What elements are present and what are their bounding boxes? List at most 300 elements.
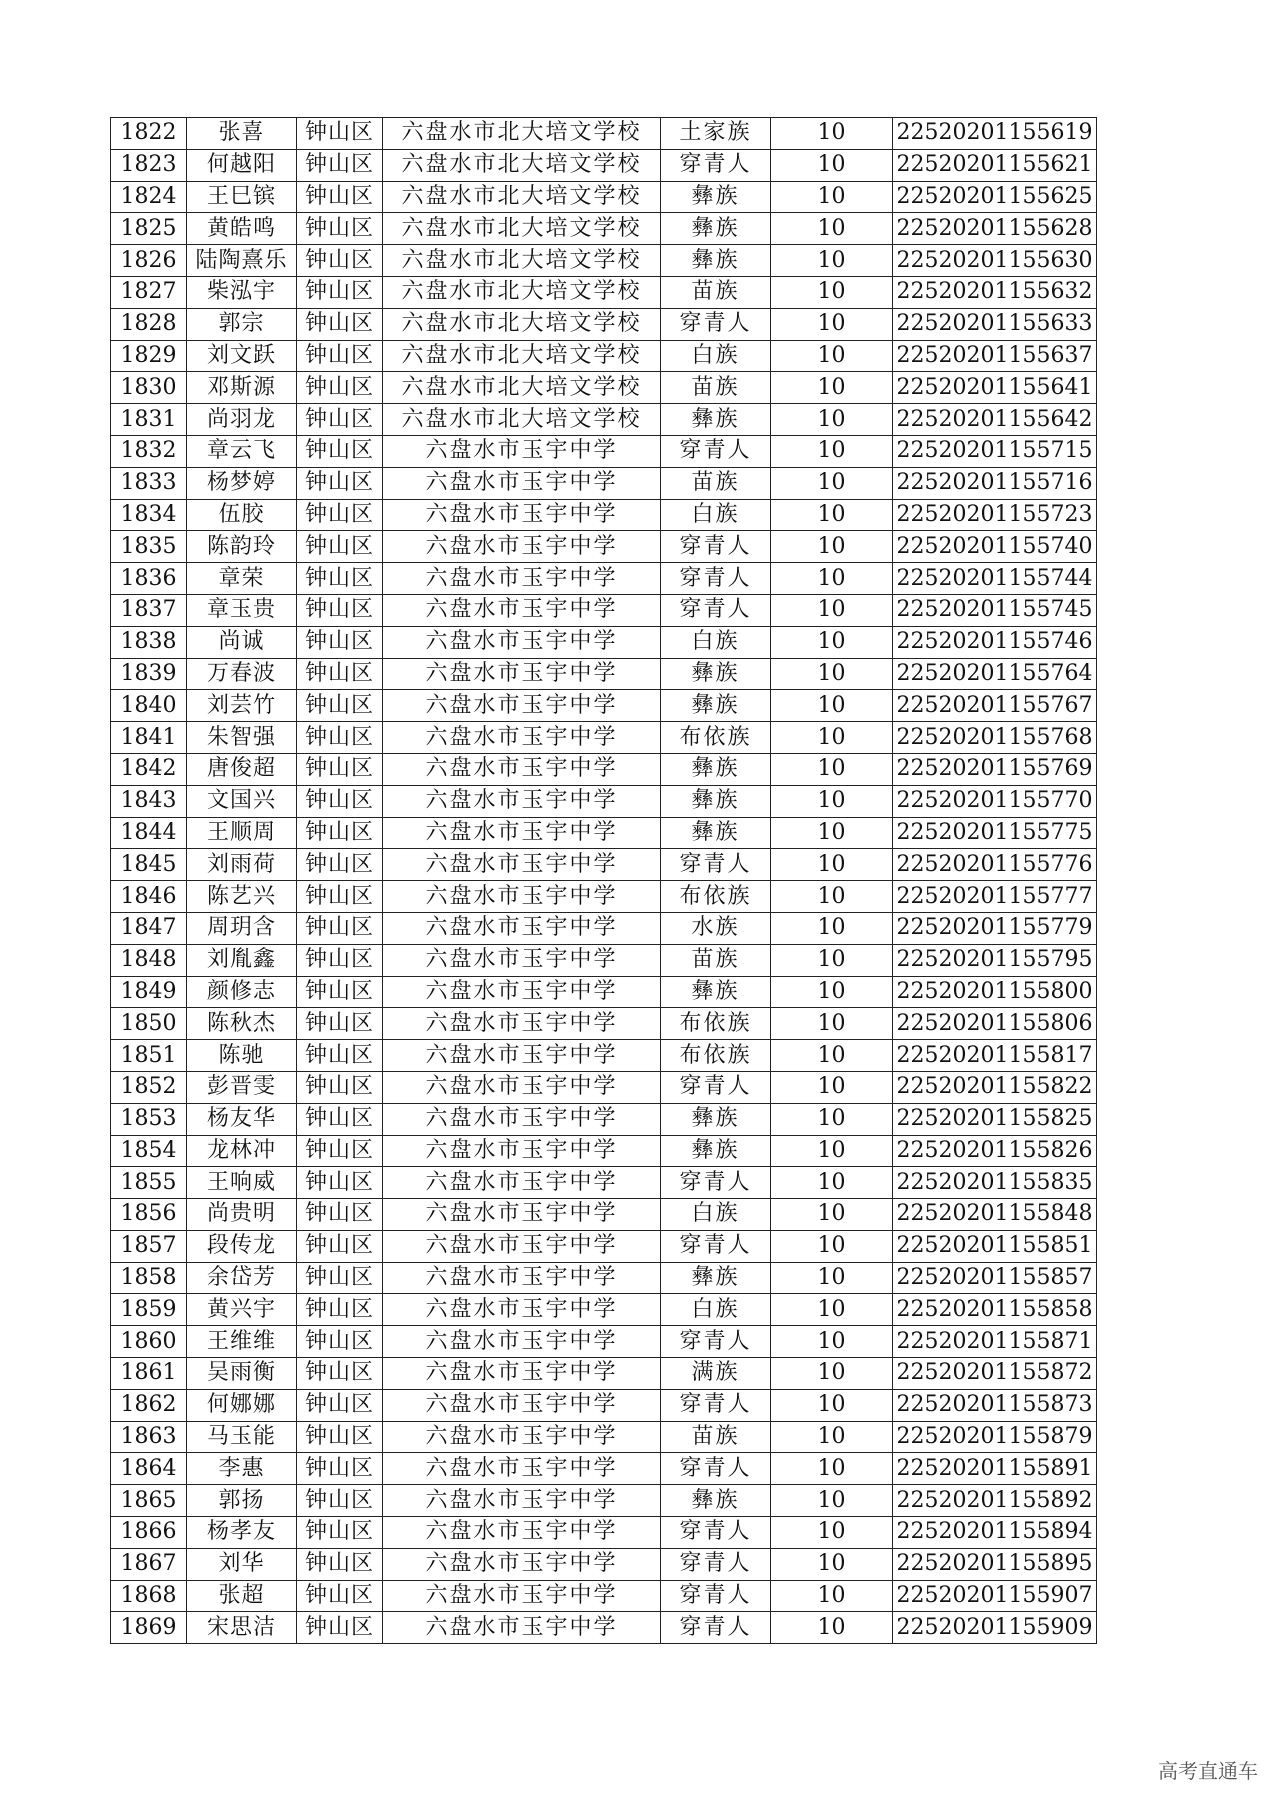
school-name: 六盘水市玉宇中学	[383, 817, 661, 849]
school-name: 六盘水市北大培文学校	[383, 372, 661, 404]
row-number: 1830	[111, 372, 187, 404]
student-name: 陈秋杰	[187, 1008, 297, 1040]
ethnicity: 彝族	[661, 404, 771, 436]
exam-id: 22520201155858	[893, 1294, 1097, 1326]
ethnicity: 穿青人	[661, 594, 771, 626]
district: 钟山区	[297, 722, 383, 754]
table-row	[111, 1326, 1097, 1358]
table-row	[111, 531, 1097, 563]
school-name: 六盘水市玉宇中学	[383, 1040, 661, 1072]
student-name: 李惠	[187, 1453, 297, 1485]
exam-id: 22520201155779	[893, 912, 1097, 944]
ethnicity: 穿青人	[661, 1453, 771, 1485]
school-name: 六盘水市玉宇中学	[383, 1262, 661, 1294]
ethnicity: 彝族	[661, 658, 771, 690]
row-number: 1867	[111, 1548, 187, 1580]
row-number: 1829	[111, 340, 187, 372]
ethnicity: 彝族	[661, 213, 771, 245]
row-number: 1846	[111, 881, 187, 913]
row-number: 1856	[111, 1199, 187, 1231]
table-row	[111, 785, 1097, 817]
table-row	[111, 690, 1097, 722]
row-number: 1845	[111, 849, 187, 881]
student-name: 陈艺兴	[187, 881, 297, 913]
exam-id: 22520201155857	[893, 1262, 1097, 1294]
table-row	[111, 1040, 1097, 1072]
ethnicity: 穿青人	[661, 1230, 771, 1262]
table-row	[111, 308, 1097, 340]
ethnicity: 白族	[661, 340, 771, 372]
row-number: 1827	[111, 276, 187, 308]
row-number: 1838	[111, 626, 187, 658]
bonus-points: 10	[771, 817, 893, 849]
exam-id: 22520201155822	[893, 1071, 1097, 1103]
watermark-text: 高考直通车	[1158, 1759, 1258, 1783]
student-name: 杨梦婷	[187, 467, 297, 499]
school-name: 六盘水市玉宇中学	[383, 1199, 661, 1231]
ethnicity: 彝族	[661, 976, 771, 1008]
district: 钟山区	[297, 658, 383, 690]
ethnicity: 布依族	[661, 881, 771, 913]
school-name: 六盘水市玉宇中学	[383, 881, 661, 913]
exam-id: 22520201155879	[893, 1421, 1097, 1453]
student-name: 刘文跃	[187, 340, 297, 372]
school-name: 六盘水市玉宇中学	[383, 435, 661, 467]
student-name: 马玉能	[187, 1421, 297, 1453]
student-name: 章荣	[187, 563, 297, 595]
school-name: 六盘水市玉宇中学	[383, 1230, 661, 1262]
table-row	[111, 1199, 1097, 1231]
ethnicity: 穿青人	[661, 849, 771, 881]
school-name: 六盘水市玉宇中学	[383, 467, 661, 499]
district: 钟山区	[297, 1389, 383, 1421]
district: 钟山区	[297, 1517, 383, 1549]
bonus-points: 10	[771, 499, 893, 531]
table-row	[111, 1612, 1097, 1644]
row-number: 1869	[111, 1612, 187, 1644]
row-number: 1860	[111, 1326, 187, 1358]
student-name: 刘芸竹	[187, 690, 297, 722]
table-row	[111, 435, 1097, 467]
table-row	[111, 658, 1097, 690]
student-name: 张超	[187, 1580, 297, 1612]
exam-id: 22520201155745	[893, 594, 1097, 626]
district: 钟山区	[297, 499, 383, 531]
ethnicity: 穿青人	[661, 435, 771, 467]
bonus-points: 10	[771, 722, 893, 754]
exam-id: 22520201155769	[893, 753, 1097, 785]
student-name: 段传龙	[187, 1230, 297, 1262]
district: 钟山区	[297, 276, 383, 308]
row-number: 1826	[111, 245, 187, 277]
row-number: 1865	[111, 1485, 187, 1517]
exam-id: 22520201155848	[893, 1199, 1097, 1231]
student-name: 余岱芳	[187, 1262, 297, 1294]
school-name: 六盘水市北大培文学校	[383, 245, 661, 277]
ethnicity: 满族	[661, 1358, 771, 1390]
row-number: 1857	[111, 1230, 187, 1262]
student-name: 柴泓宇	[187, 276, 297, 308]
row-number: 1851	[111, 1040, 187, 1072]
bonus-points: 10	[771, 658, 893, 690]
school-name: 六盘水市玉宇中学	[383, 499, 661, 531]
district: 钟山区	[297, 912, 383, 944]
district: 钟山区	[297, 1103, 383, 1135]
table-row	[111, 1453, 1097, 1485]
district: 钟山区	[297, 340, 383, 372]
row-number: 1844	[111, 817, 187, 849]
student-name: 杨孝友	[187, 1517, 297, 1549]
ethnicity: 穿青人	[661, 1071, 771, 1103]
student-name: 章玉贵	[187, 594, 297, 626]
district: 钟山区	[297, 785, 383, 817]
district: 钟山区	[297, 563, 383, 595]
ethnicity: 彝族	[661, 785, 771, 817]
exam-id: 22520201155630	[893, 245, 1097, 277]
bonus-points: 10	[771, 245, 893, 277]
bonus-points: 10	[771, 1008, 893, 1040]
row-number: 1825	[111, 213, 187, 245]
bonus-points: 10	[771, 531, 893, 563]
district: 钟山区	[297, 1453, 383, 1485]
table-row	[111, 499, 1097, 531]
ethnicity: 穿青人	[661, 1517, 771, 1549]
exam-id: 22520201155637	[893, 340, 1097, 372]
district: 钟山区	[297, 1230, 383, 1262]
exam-id: 22520201155744	[893, 563, 1097, 595]
exam-id: 22520201155776	[893, 849, 1097, 881]
table-row	[111, 181, 1097, 213]
district: 钟山区	[297, 817, 383, 849]
district: 钟山区	[297, 1580, 383, 1612]
table-row	[111, 404, 1097, 436]
school-name: 六盘水市北大培文学校	[383, 276, 661, 308]
school-name: 六盘水市玉宇中学	[383, 722, 661, 754]
exam-id: 22520201155764	[893, 658, 1097, 690]
row-number: 1822	[111, 118, 187, 150]
student-name: 万春波	[187, 658, 297, 690]
row-number: 1859	[111, 1294, 187, 1326]
row-number: 1824	[111, 181, 187, 213]
school-name: 六盘水市玉宇中学	[383, 1008, 661, 1040]
exam-id: 22520201155806	[893, 1008, 1097, 1040]
table-row	[111, 1262, 1097, 1294]
bonus-points: 10	[771, 1199, 893, 1231]
school-name: 六盘水市玉宇中学	[383, 658, 661, 690]
school-name: 六盘水市玉宇中学	[383, 1326, 661, 1358]
bonus-points: 10	[771, 1453, 893, 1485]
student-name: 陈韵玲	[187, 531, 297, 563]
district: 钟山区	[297, 881, 383, 913]
exam-id: 22520201155621	[893, 149, 1097, 181]
row-number: 1861	[111, 1358, 187, 1390]
school-name: 六盘水市玉宇中学	[383, 976, 661, 1008]
ethnicity: 土家族	[661, 118, 771, 150]
student-name: 张喜	[187, 118, 297, 150]
exam-id: 22520201155835	[893, 1167, 1097, 1199]
school-name: 六盘水市北大培文学校	[383, 213, 661, 245]
student-name: 郭扬	[187, 1485, 297, 1517]
district: 钟山区	[297, 1358, 383, 1390]
school-name: 六盘水市玉宇中学	[383, 1580, 661, 1612]
exam-id: 22520201155625	[893, 181, 1097, 213]
bonus-points: 10	[771, 213, 893, 245]
row-number: 1842	[111, 753, 187, 785]
district: 钟山区	[297, 1040, 383, 1072]
ethnicity: 穿青人	[661, 1580, 771, 1612]
bonus-points: 10	[771, 181, 893, 213]
bonus-points: 10	[771, 435, 893, 467]
student-name: 杨友华	[187, 1103, 297, 1135]
student-name: 尚羽龙	[187, 404, 297, 436]
table-row	[111, 1548, 1097, 1580]
school-name: 六盘水市玉宇中学	[383, 912, 661, 944]
district: 钟山区	[297, 690, 383, 722]
bonus-points: 10	[771, 1071, 893, 1103]
bonus-points: 10	[771, 1262, 893, 1294]
exam-id: 22520201155909	[893, 1612, 1097, 1644]
district: 钟山区	[297, 467, 383, 499]
bonus-points: 10	[771, 1580, 893, 1612]
district: 钟山区	[297, 118, 383, 150]
exam-id: 22520201155716	[893, 467, 1097, 499]
row-number: 1850	[111, 1008, 187, 1040]
district: 钟山区	[297, 1135, 383, 1167]
district: 钟山区	[297, 944, 383, 976]
row-number: 1841	[111, 722, 187, 754]
ethnicity: 布依族	[661, 1008, 771, 1040]
school-name: 六盘水市玉宇中学	[383, 690, 661, 722]
exam-id: 22520201155825	[893, 1103, 1097, 1135]
district: 钟山区	[297, 1485, 383, 1517]
district: 钟山区	[297, 308, 383, 340]
ethnicity: 彝族	[661, 1485, 771, 1517]
row-number: 1843	[111, 785, 187, 817]
ethnicity: 白族	[661, 1294, 771, 1326]
table-row	[111, 849, 1097, 881]
student-name: 王巳镔	[187, 181, 297, 213]
student-name: 尚诚	[187, 626, 297, 658]
table-row	[111, 976, 1097, 1008]
bonus-points: 10	[771, 944, 893, 976]
student-name: 彭晋雯	[187, 1071, 297, 1103]
table-row	[111, 276, 1097, 308]
ethnicity: 苗族	[661, 372, 771, 404]
roster-table	[110, 117, 1097, 1644]
school-name: 六盘水市北大培文学校	[383, 118, 661, 150]
ethnicity: 穿青人	[661, 1326, 771, 1358]
school-name: 六盘水市玉宇中学	[383, 849, 661, 881]
exam-id: 22520201155826	[893, 1135, 1097, 1167]
bonus-points: 10	[771, 1612, 893, 1644]
ethnicity: 布依族	[661, 722, 771, 754]
ethnicity: 穿青人	[661, 563, 771, 595]
table-row	[111, 467, 1097, 499]
ethnicity: 白族	[661, 626, 771, 658]
table-row	[111, 149, 1097, 181]
student-name: 刘华	[187, 1548, 297, 1580]
table-row	[111, 1294, 1097, 1326]
bonus-points: 10	[771, 1421, 893, 1453]
table-row	[111, 1135, 1097, 1167]
bonus-points: 10	[771, 690, 893, 722]
bonus-points: 10	[771, 1358, 893, 1390]
student-name: 黄皓鸣	[187, 213, 297, 245]
bonus-points: 10	[771, 849, 893, 881]
student-name: 刘胤鑫	[187, 944, 297, 976]
school-name: 六盘水市玉宇中学	[383, 753, 661, 785]
ethnicity: 白族	[661, 499, 771, 531]
table-row	[111, 340, 1097, 372]
district: 钟山区	[297, 1071, 383, 1103]
bonus-points: 10	[771, 626, 893, 658]
ethnicity: 穿青人	[661, 1389, 771, 1421]
school-name: 六盘水市玉宇中学	[383, 1612, 661, 1644]
exam-id: 22520201155632	[893, 276, 1097, 308]
exam-id: 22520201155871	[893, 1326, 1097, 1358]
bonus-points: 10	[771, 881, 893, 913]
school-name: 六盘水市玉宇中学	[383, 563, 661, 595]
exam-id: 22520201155817	[893, 1040, 1097, 1072]
school-name: 六盘水市北大培文学校	[383, 340, 661, 372]
bonus-points: 10	[771, 1548, 893, 1580]
school-name: 六盘水市玉宇中学	[383, 1453, 661, 1485]
school-name: 六盘水市玉宇中学	[383, 1071, 661, 1103]
school-name: 六盘水市北大培文学校	[383, 181, 661, 213]
student-name: 陆陶熹乐	[187, 245, 297, 277]
student-name: 朱智强	[187, 722, 297, 754]
row-number: 1866	[111, 1517, 187, 1549]
table-row	[111, 912, 1097, 944]
row-number: 1836	[111, 563, 187, 595]
table-row	[111, 817, 1097, 849]
bonus-points: 10	[771, 149, 893, 181]
row-number: 1834	[111, 499, 187, 531]
table-row	[111, 881, 1097, 913]
ethnicity: 彝族	[661, 753, 771, 785]
row-number: 1863	[111, 1421, 187, 1453]
exam-id: 22520201155715	[893, 435, 1097, 467]
bonus-points: 10	[771, 1103, 893, 1135]
bonus-points: 10	[771, 1167, 893, 1199]
student-name: 章云飞	[187, 435, 297, 467]
exam-id: 22520201155740	[893, 531, 1097, 563]
row-number: 1823	[111, 149, 187, 181]
table-row	[111, 1421, 1097, 1453]
ethnicity: 穿青人	[661, 1548, 771, 1580]
row-number: 1831	[111, 404, 187, 436]
district: 钟山区	[297, 404, 383, 436]
school-name: 六盘水市玉宇中学	[383, 1167, 661, 1199]
row-number: 1852	[111, 1071, 187, 1103]
table-row	[111, 1580, 1097, 1612]
exam-id: 22520201155619	[893, 118, 1097, 150]
district: 钟山区	[297, 1326, 383, 1358]
student-name: 周玥含	[187, 912, 297, 944]
district: 钟山区	[297, 1421, 383, 1453]
exam-id: 22520201155851	[893, 1230, 1097, 1262]
table-row	[111, 944, 1097, 976]
ethnicity: 穿青人	[661, 308, 771, 340]
bonus-points: 10	[771, 340, 893, 372]
school-name: 六盘水市玉宇中学	[383, 944, 661, 976]
bonus-points: 10	[771, 467, 893, 499]
table-row	[111, 1389, 1097, 1421]
row-number: 1848	[111, 944, 187, 976]
table-row	[111, 563, 1097, 595]
exam-id: 22520201155767	[893, 690, 1097, 722]
ethnicity: 苗族	[661, 276, 771, 308]
ethnicity: 彝族	[661, 1103, 771, 1135]
bonus-points: 10	[771, 404, 893, 436]
student-name: 王维维	[187, 1326, 297, 1358]
student-name: 伍胶	[187, 499, 297, 531]
roster-body	[111, 118, 1097, 1644]
bonus-points: 10	[771, 1389, 893, 1421]
row-number: 1854	[111, 1135, 187, 1167]
exam-id: 22520201155895	[893, 1548, 1097, 1580]
school-name: 六盘水市玉宇中学	[383, 1517, 661, 1549]
bonus-points: 10	[771, 1135, 893, 1167]
table-row	[111, 245, 1097, 277]
row-number: 1858	[111, 1262, 187, 1294]
district: 钟山区	[297, 626, 383, 658]
district: 钟山区	[297, 1167, 383, 1199]
district: 钟山区	[297, 1612, 383, 1644]
student-name: 龙林冲	[187, 1135, 297, 1167]
row-number: 1833	[111, 467, 187, 499]
ethnicity: 苗族	[661, 467, 771, 499]
row-number: 1862	[111, 1389, 187, 1421]
bonus-points: 10	[771, 118, 893, 150]
row-number: 1828	[111, 308, 187, 340]
school-name: 六盘水市北大培文学校	[383, 308, 661, 340]
district: 钟山区	[297, 753, 383, 785]
table-row	[111, 626, 1097, 658]
ethnicity: 彝族	[661, 1135, 771, 1167]
district: 钟山区	[297, 181, 383, 213]
district: 钟山区	[297, 372, 383, 404]
school-name: 六盘水市玉宇中学	[383, 1389, 661, 1421]
ethnicity: 水族	[661, 912, 771, 944]
exam-id: 22520201155642	[893, 404, 1097, 436]
table-row	[111, 118, 1097, 150]
district: 钟山区	[297, 149, 383, 181]
exam-id: 22520201155873	[893, 1389, 1097, 1421]
exam-id: 22520201155800	[893, 976, 1097, 1008]
table-row	[111, 1485, 1097, 1517]
district: 钟山区	[297, 849, 383, 881]
bonus-points: 10	[771, 1517, 893, 1549]
ethnicity: 穿青人	[661, 1612, 771, 1644]
school-name: 六盘水市玉宇中学	[383, 1358, 661, 1390]
student-name: 颜修志	[187, 976, 297, 1008]
bonus-points: 10	[771, 308, 893, 340]
exam-id: 22520201155892	[893, 1485, 1097, 1517]
table-row	[111, 1008, 1097, 1040]
bonus-points: 10	[771, 753, 893, 785]
student-name: 何娜娜	[187, 1389, 297, 1421]
row-number: 1864	[111, 1453, 187, 1485]
ethnicity: 布依族	[661, 1040, 771, 1072]
student-name: 唐俊超	[187, 753, 297, 785]
table-row	[111, 594, 1097, 626]
student-name: 何越阳	[187, 149, 297, 181]
ethnicity: 苗族	[661, 1421, 771, 1453]
district: 钟山区	[297, 1262, 383, 1294]
district: 钟山区	[297, 1008, 383, 1040]
exam-id: 22520201155770	[893, 785, 1097, 817]
